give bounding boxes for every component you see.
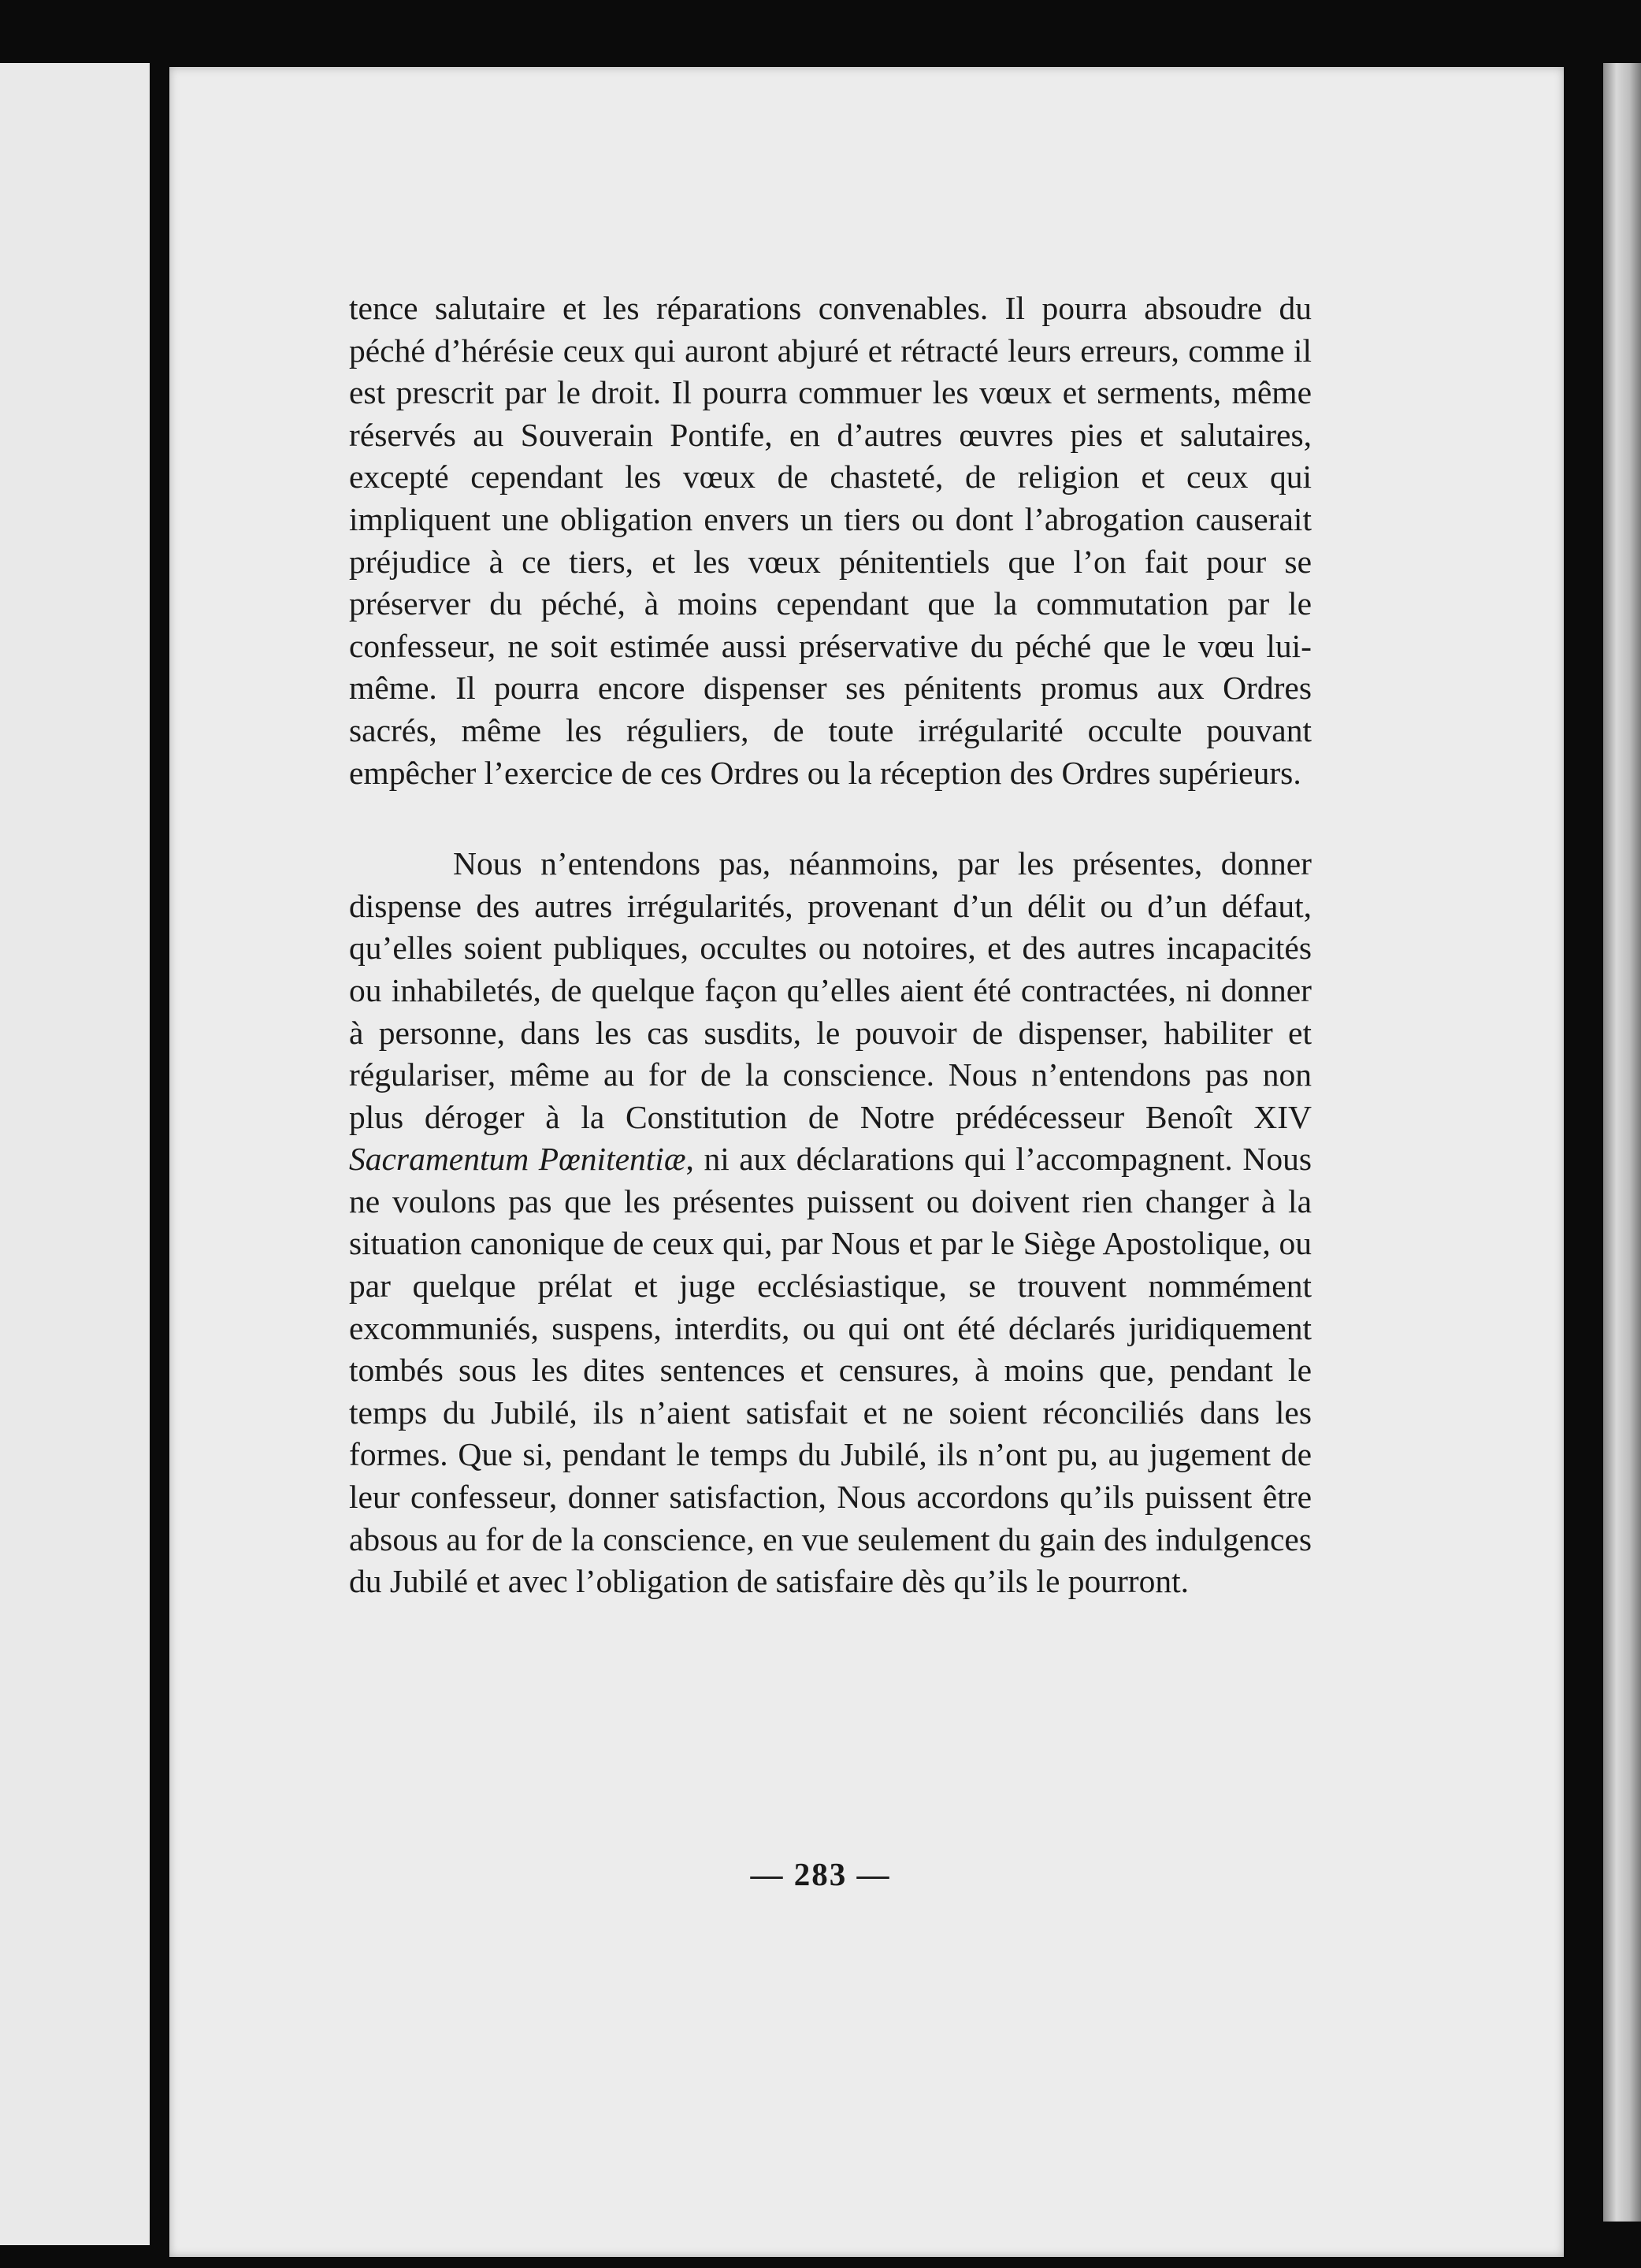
page-number-text: — 283 — (750, 1856, 891, 1892)
constitution-title: Sacramentum Pœnitentiæ (349, 1141, 686, 1178)
paragraph-2-part-2: , ni aux déclarations qui l’accompagnent. Nous ne voulons pas que les présentes puissent ou doivent rien changer à la situation canonique de ceux qui, par Nous et par le Siège Apostolique, ou par quelque prélat et juge ecclésiastique, se trouvent nommément excommuniés, suspens, interdits, ou qui ont été déclarés juridiquement tombés sous les dites sentences et censures, à moins que, pendant le temps du Jubilé, ils n’aient satisfait et ne soient réconciliés dans les formes. Que si, pendant le temps du Jubilé, ils n’ont pu, au jugement de leur confesseur, donner satisfaction, Nous accordons qu’ils puissent être absous au for de la conscience, en vue seulement du gain des indulgences du Jubilé et avec l’obligation de satisfaire dès qu’ils le pourront. (349, 1141, 1312, 1600)
previous-page-edge (0, 63, 150, 2245)
paragraph-2 (349, 843, 1312, 1603)
paragraph-1: tence salutaire et les réparations convenables. Il pourra absoudre du péché d’hérésie ceux qui auront abjuré et rétracté leurs erreurs, comme il est prescrit par le droit. Il pourra commuer les vœux et serments, même réservés au Souverain Pontife, en d’autres œuvres pies et salutaires, excepté cependant les vœux de chasteté, de religion et ceux qui impliquent une obligation envers un tiers ou dont l’abrogation causerait préjudice à ce tiers, et les vœux pénitentiels que l’on fait pour se préserver du péché, à moins cependant que la commutation par le confesseur, ne soit estimée aussi préservative du péché que le vœu lui-même. Il pourra encore dispenser ses pénitents promus aux Ordres sacrés, même les réguliers, de toute irrégularité occulte pouvant empêcher l’exercice de ces Ordres ou la réception des Ordres supérieurs. (349, 290, 1312, 791)
body-text (349, 288, 1312, 1603)
page-number (0, 1855, 1641, 1893)
page-stack-edge (1603, 63, 1641, 2222)
paragraph-2-part-1: Nous n’entendons pas, néanmoins, par les présentes, donner dispense des autres irrégularités, provenant d’un délit ou d’un défaut, qu’elles soient publiques, occultes ou notoires, et des autres incapacités ou inhabiletés, de quelque façon qu’elles aient été contractées, ni donner à personne, dans les cas susdits, le pouvoir de dispenser, habiliter et régulariser, même au for de la conscience. Nous n’entendons pas non plus déroger à la Constitution de Notre prédécesseur Benoît XIV (349, 845, 1312, 1135)
